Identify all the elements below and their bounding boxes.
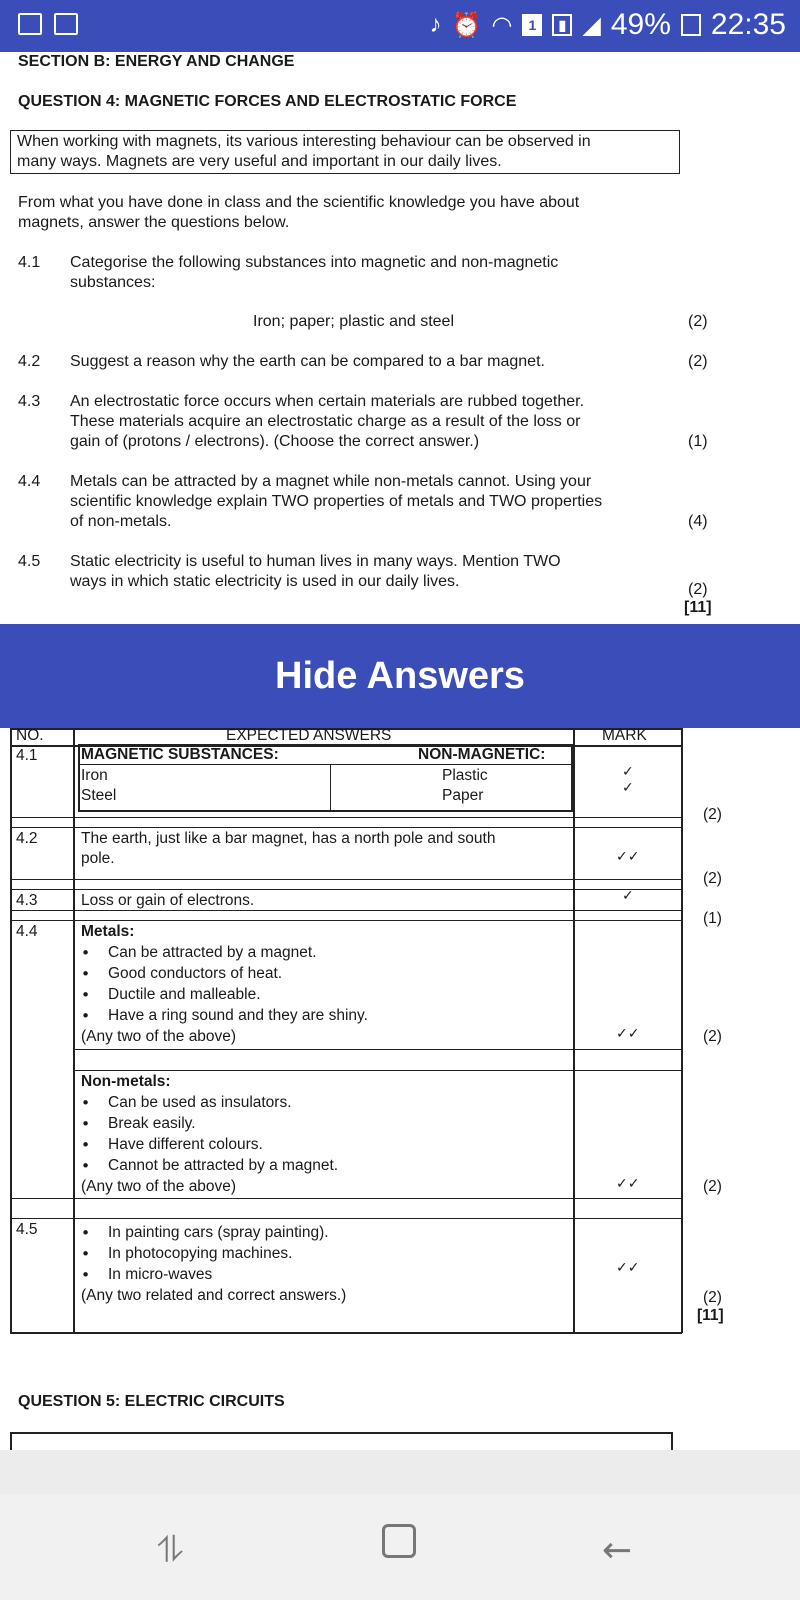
bullet: • (81, 1094, 91, 1112)
tick-mark: ✓✓ (616, 1260, 640, 1276)
tick-mark: ✓ (622, 888, 634, 904)
table-border (681, 728, 683, 1333)
question-mark: (1) (688, 433, 708, 450)
answer-mark: (2) (703, 1028, 722, 1045)
list-item: • Ductile and malleable. (81, 986, 261, 1004)
list-item: • Break easily. (81, 1115, 196, 1133)
bullet: • (81, 1224, 91, 1242)
wifi-icon: ◠ (491, 11, 513, 39)
question-text: Suggest a reason why the earth can be compared to a bar magnet. (70, 353, 545, 370)
gmail-notification-icon (18, 13, 42, 35)
section-title: SECTION B: ENERGY AND CHANGE (18, 53, 295, 70)
answer-note: (Any two related and correct answers.) (81, 1287, 347, 1304)
bullet: • (81, 1007, 91, 1025)
battery-icon (681, 14, 701, 36)
question-text: An electrostatic force occurs when certain materials are rubbed together. (70, 393, 585, 410)
recent-apps-icon[interactable]: ⥮ (157, 1530, 184, 1571)
table-border (330, 764, 331, 810)
question-5-section (0, 1360, 800, 1450)
question-text: ways in which static electricity is used in our daily lives. (70, 573, 460, 590)
table-border (10, 1332, 682, 1334)
answer-mark: (2) (703, 806, 722, 823)
header-mark: MARK (602, 727, 647, 744)
question-total: [11] (684, 599, 712, 616)
table-border (73, 1049, 682, 1050)
status-bar (0, 0, 800, 52)
table-border (10, 728, 12, 1333)
table-border (10, 1218, 682, 1219)
table-border (73, 1070, 682, 1071)
question-4-document (0, 52, 800, 624)
sim-badge: 1 (522, 14, 542, 36)
table-border (10, 817, 682, 818)
page-gap (0, 1450, 800, 1494)
answer-number: 4.1 (16, 747, 38, 764)
home-icon[interactable] (382, 1524, 416, 1558)
table-border (10, 910, 682, 911)
bullet: • (81, 1136, 91, 1154)
table-border (10, 1432, 12, 1450)
question-text: Static electricity is useful to human lives in many ways. Mention TWO (70, 553, 561, 570)
tick-mark: ✓✓ (616, 1026, 640, 1042)
question-text: substances: (70, 274, 156, 291)
answers-total: [11] (697, 1307, 724, 1324)
navigation-bar (0, 1494, 800, 1600)
question-number: 4.3 (18, 393, 41, 410)
question-text: These materials acquire an electrostatic charge as a result of the loss or (70, 413, 581, 430)
tick-mark: ✓✓ (616, 1176, 640, 1192)
magnetic-item: Iron (81, 767, 108, 784)
answer-mark: (2) (703, 1178, 722, 1195)
clock: 22:35 (710, 8, 786, 41)
list-item: • Good conductors of heat. (81, 965, 283, 983)
intro-line: many ways. Magnets are very useful and important in our daily lives. (17, 153, 502, 170)
battery-percent: 49% (610, 8, 671, 41)
table-border (10, 879, 682, 880)
back-icon[interactable]: ← (602, 1530, 633, 1571)
answer-number: 4.3 (16, 892, 38, 909)
instruction-line: magnets, answer the questions below. (18, 214, 290, 231)
nonmagnetic-item: Plastic (442, 767, 488, 784)
table-border (73, 728, 75, 1333)
list-item: • Can be attracted by a magnet. (81, 944, 317, 962)
question-number: 4.4 (18, 473, 41, 490)
question-text: Categorise the following substances into magnetic and non-magnetic (70, 254, 559, 271)
cell-signal-icon: ◢ (582, 11, 601, 39)
answer-number: 4.4 (16, 923, 38, 940)
list-item: • In micro-waves (81, 1266, 213, 1284)
nonmetals-heading: Non-metals: (81, 1073, 171, 1090)
answer-mark: (2) (703, 870, 722, 887)
question-mark: (4) (688, 513, 708, 530)
alarm-icon: ⏰ (451, 11, 482, 39)
nonmagnetic-header: NON-MAGNETIC: (418, 746, 546, 763)
table-border (10, 920, 682, 921)
question-number: 4.1 (18, 254, 41, 271)
tick-mark: ✓ (622, 780, 634, 796)
question-number: 4.2 (18, 353, 41, 370)
answer-text: pole. (81, 850, 115, 867)
question-number: 4.5 (18, 553, 41, 570)
nonmagnetic-item: Paper (442, 787, 484, 804)
bullet: • (81, 944, 91, 962)
instruction-line: From what you have done in class and the scientific knowledge you have about (18, 194, 580, 211)
hide-answers-button[interactable]: Hide Answers (0, 624, 800, 728)
list-item: • Can be used as insulators. (81, 1094, 292, 1112)
question-text: of non-metals. (70, 513, 172, 530)
gallery-notification-icon (54, 13, 78, 35)
list-item: • Cannot be attracted by a magnet. (81, 1157, 339, 1175)
answer-mark: (1) (703, 910, 722, 927)
table-border (10, 827, 682, 828)
header-no: NO. (16, 727, 44, 744)
metals-heading: Metals: (81, 923, 135, 940)
question-text: gain of (protons / electrons). (Choose the correct answer.) (70, 433, 480, 450)
bullet: • (81, 1245, 91, 1263)
list-item: • Have a ring sound and they are shiny. (81, 1007, 368, 1025)
question-mark: (2) (688, 313, 708, 330)
bullet: • (81, 986, 91, 1004)
magnetic-header: MAGNETIC SUBSTANCES: (81, 746, 279, 763)
question-mark: (2) (688, 581, 708, 598)
tick-mark: ✓ (622, 764, 634, 780)
question-text: Iron; paper; plastic and steel (253, 313, 455, 330)
table-border (671, 1432, 673, 1450)
question-text: scientific knowledge explain TWO properties of metals and TWO properties (70, 493, 603, 510)
question-text: Metals can be attracted by a magnet while non-metals cannot. Using your (70, 473, 592, 490)
table-border (10, 889, 682, 890)
intro-box (10, 130, 680, 174)
bullet: • (81, 1115, 91, 1133)
question-mark: (2) (688, 353, 708, 370)
intro-line: When working with magnets, its various interesting behaviour can be observed in (17, 133, 591, 150)
bullet: • (81, 1266, 91, 1284)
table-border (573, 728, 575, 1333)
answer-mark: (2) (703, 1289, 722, 1306)
answers-table (0, 728, 800, 1360)
list-item: • In photocopying machines. (81, 1245, 293, 1263)
header-expected: EXPECTED ANSWERS (226, 727, 392, 744)
table-border (10, 1432, 672, 1434)
answer-note: (Any two of the above) (81, 1028, 237, 1045)
list-item: • Have different colours. (81, 1136, 263, 1154)
answer-text: The earth, just like a bar magnet, has a north pole and south (81, 830, 496, 847)
list-item: • In painting cars (spray painting). (81, 1224, 329, 1242)
bullet: • (81, 965, 91, 983)
magnetic-item: Steel (81, 787, 117, 804)
bullet: • (81, 1157, 91, 1175)
answer-note: (Any two of the above) (81, 1178, 237, 1195)
answer-number: 4.5 (16, 1221, 38, 1238)
mute-icon: ♪ (429, 11, 442, 38)
table-border (10, 1198, 682, 1199)
answer-text: Loss or gain of electrons. (81, 892, 255, 909)
question-5-title: QUESTION 5: ELECTRIC CIRCUITS (18, 1393, 285, 1410)
answer-number: 4.2 (16, 830, 38, 847)
question-title: QUESTION 4: MAGNETIC FORCES AND ELECTROSTATIC FORCE (18, 93, 517, 110)
tick-mark: ✓✓ (616, 849, 640, 865)
signal-icon: ▮ (552, 14, 572, 36)
